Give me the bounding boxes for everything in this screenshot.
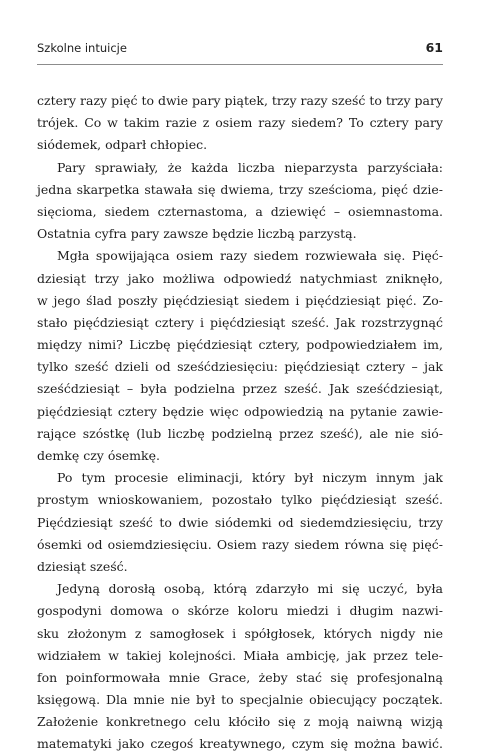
text-line: stało pięćdziesiąt cztery i pięćdziesiąt sześć. Jak rozstrzygnąć: [37, 314, 443, 330]
text-line: księgową. Dla mnie nie był to specjalnie obiecujący początek.: [37, 692, 443, 708]
text-line: cztery razy pięć to dwie pary piątek, trzy razy sześć to trzy pary: [37, 93, 443, 108]
text-line: widziałem w takiej kolejności. Miała ambicję, jak przez tele-: [37, 647, 443, 663]
text-line: Pięćdziesiąt sześć to dwie siódemki od siedemdziesięciu, trzy: [37, 514, 443, 530]
paragraph: [37, 467, 443, 578]
text-line: pięćdziesiąt cztery będzie więc odpowiedzią na pytanie zawie-: [37, 403, 443, 419]
body-text: [37, 90, 443, 756]
text-line: gospodyni domowa o skórze koloru miedzi i długim nazwi-: [37, 603, 443, 619]
paragraph: [37, 157, 443, 246]
paragraph: [37, 245, 443, 467]
text-line: między nimi? Liczbę pięćdziesiąt cztery, podpowiedziałem im,: [37, 337, 443, 353]
text-line: dziesiąt sześć.: [37, 558, 128, 574]
text-line: dziesiąt trzy jako możliwa odpowiedź natychmiast zniknęło,: [37, 270, 443, 286]
text-line: matematyki jako czegoś kreatywnego, czym się można bawić.: [37, 736, 443, 752]
paragraph: [37, 90, 443, 157]
text-line: fon poinformowała mnie Grace, żeby stać się profesjonalną: [37, 669, 443, 685]
text-line: Założenie konkretnego celu kłóciło się z moją naiwną wizją: [37, 714, 443, 730]
text-line: Po tym procesie eliminacji, który był niczym innym jak: [57, 470, 443, 486]
text-line: sześćdziesiąt – była podzielna przez sześć. Jak sześćdziesiąt,: [37, 381, 443, 397]
text-line: prostym wnioskowaniem, pozostało tylko pięćdziesiąt sześć.: [37, 492, 443, 508]
text-line: jedna skarpetka stawała się dwiema, trzy sześcioma, pięć dzie-: [37, 181, 443, 197]
text-line: Pary sprawiały, że każda liczba nieparzysta parzyściała:: [57, 159, 443, 175]
text-line: demkę czy ósemkę.: [37, 448, 160, 463]
text-line: Ostatnia cyfra pary zawsze będzie liczbą parzystą.: [37, 226, 357, 242]
text-line: Jedyną dorosłą osobą, którą zdarzyło mi się uczyć, była: [57, 581, 443, 597]
paragraph: [37, 578, 443, 756]
text-line: Mgła spowijająca osiem razy siedem rozwiewała się. Pięć-: [57, 248, 443, 264]
running-header: [37, 34, 443, 65]
text-line: siódemek, odparł chłopiec.: [37, 137, 208, 153]
text-line: trójek. Co w takim razie z osiem razy siedem? To cztery pary: [37, 115, 443, 131]
text-line: tylko sześć dzieli od sześćdziesięciu: pięćdziesiąt cztery – jak: [37, 359, 443, 375]
page-number: 61: [425, 40, 443, 55]
text-line: w jego ślad poszły pięćdziesiąt siedem i pięćdziesiąt pięć. Zo-: [37, 292, 443, 308]
text-line: ósemki od osiemdziesięciu. Osiem razy siedem równa się pięć-: [37, 536, 443, 552]
running-title: Szkolne intuicje: [37, 41, 127, 55]
text-line: sku złożonym z samogłosek i spółgłosek, których nigdy nie: [37, 625, 443, 641]
text-line: sięcioma, siedem czternastoma, a dziewięć – osiemnastoma.: [37, 203, 443, 219]
text-line: rające szóstkę (lub liczbę podzielną przez sześć), ale nie sió-: [37, 425, 443, 441]
